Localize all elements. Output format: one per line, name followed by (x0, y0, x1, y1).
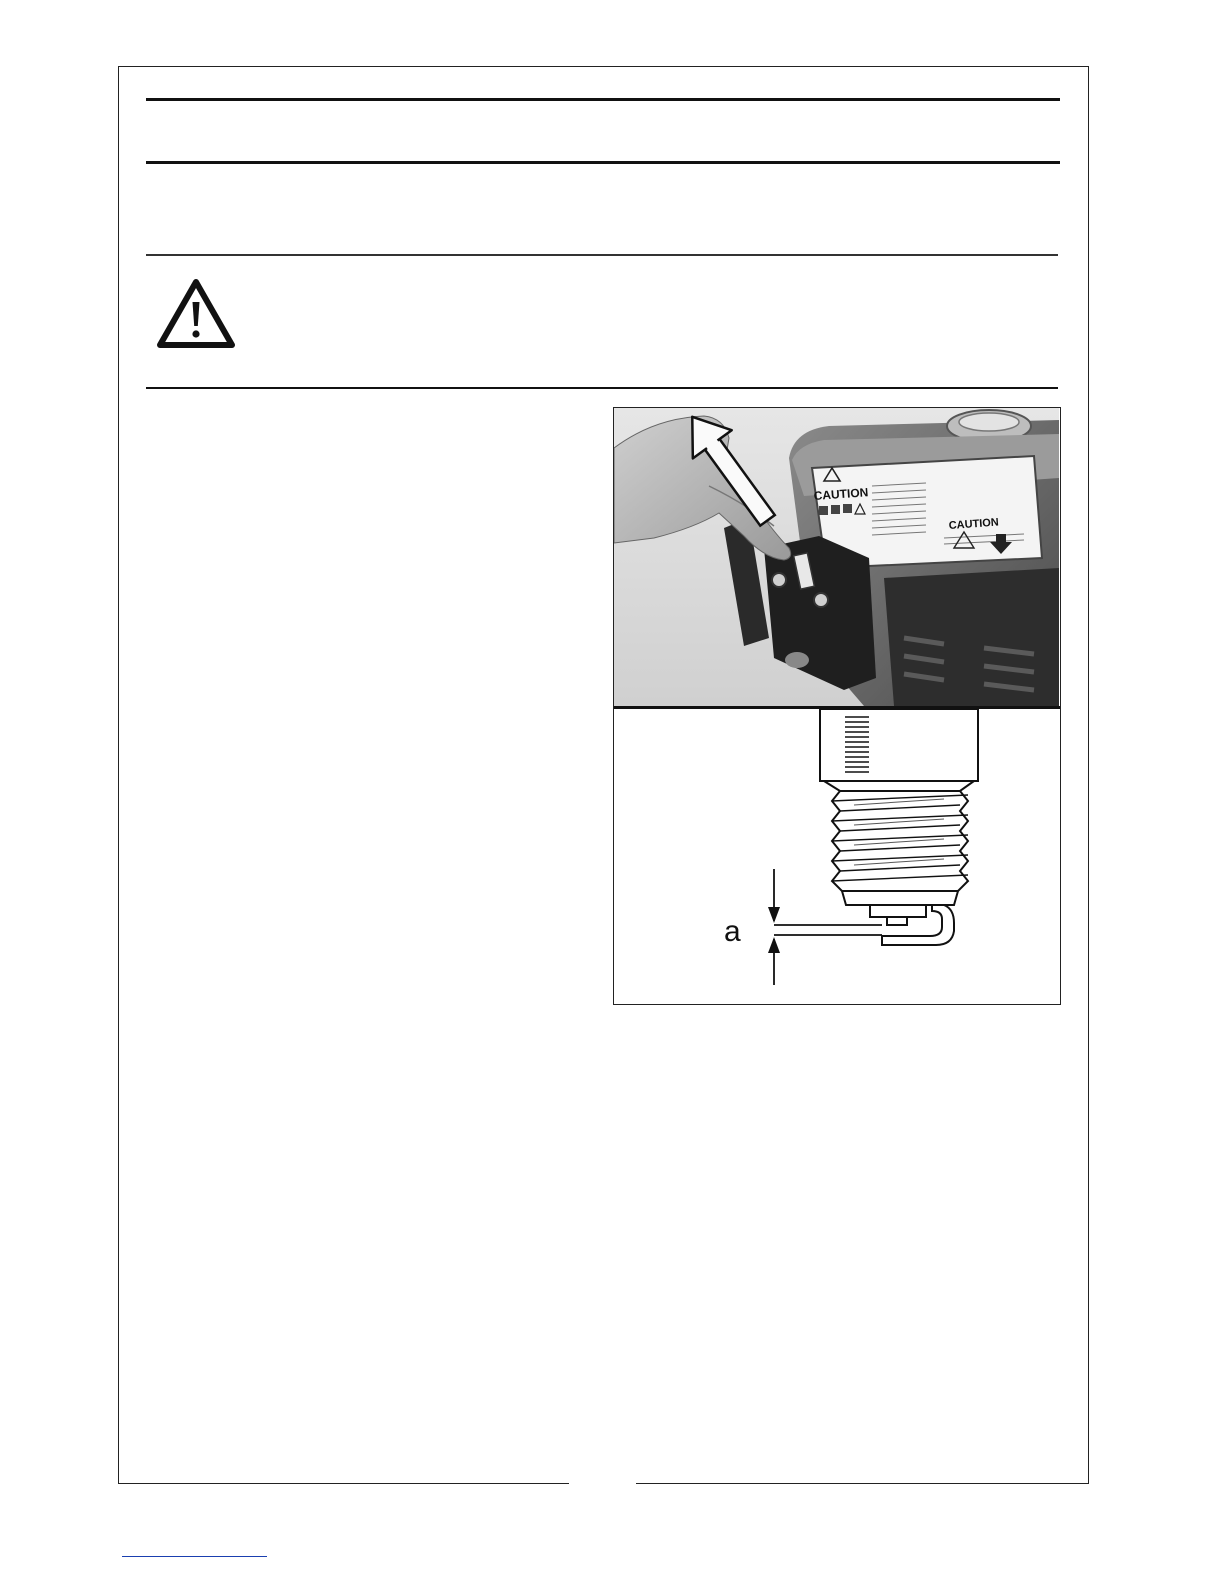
spark-plug-figure (613, 407, 1061, 1005)
footer-link-underline[interactable] (122, 1556, 267, 1557)
frame-bottom-right-edge (636, 1483, 1089, 1484)
warning-bottom-rule (146, 387, 1058, 389)
spark-plug-gap-diagram (614, 709, 1059, 1004)
header-bottom-rule (146, 161, 1060, 164)
generator-spark-plug-photo (614, 408, 1059, 706)
section-rule (146, 254, 1058, 256)
frame-bottom-left-edge (118, 1483, 569, 1484)
caution-sticker-title-1: CAUTION (813, 485, 869, 503)
caution-sticker-title-2: CAUTION (948, 516, 1000, 532)
gap-label: a (724, 915, 741, 948)
warning-triangle-icon (156, 276, 236, 350)
header-top-rule (146, 98, 1060, 101)
